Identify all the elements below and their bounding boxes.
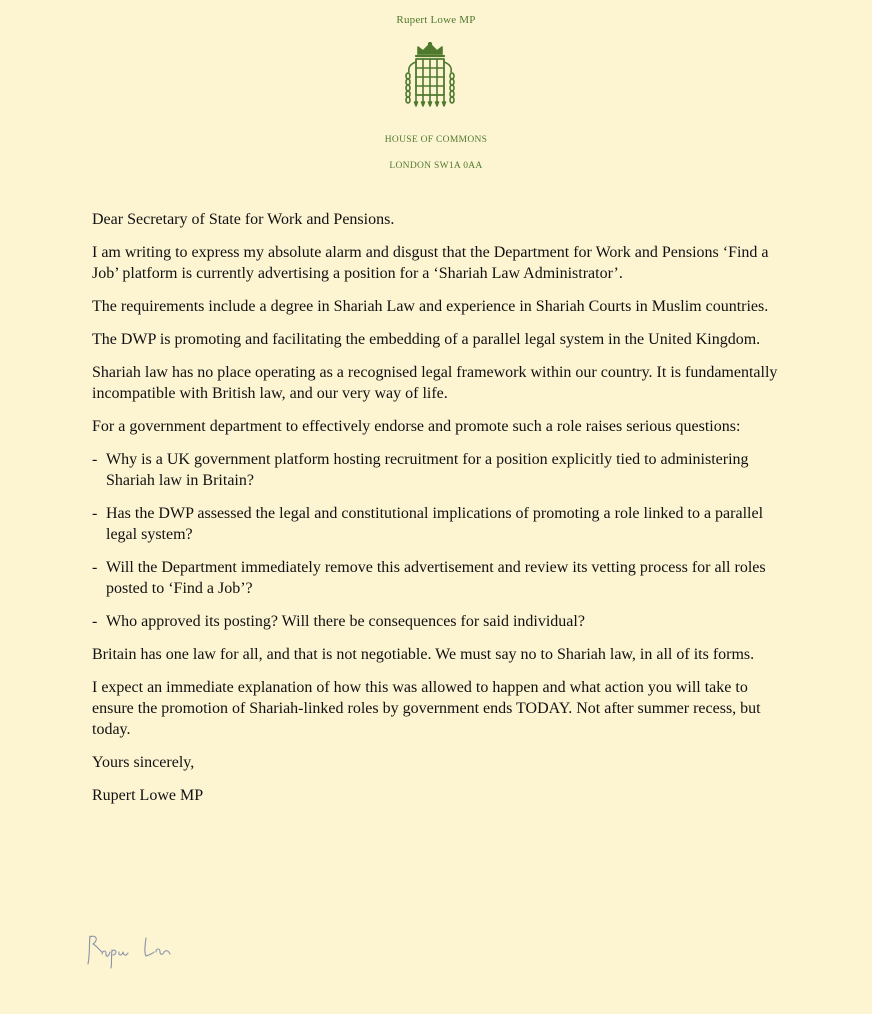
paragraph: I am writing to express my absolute alarm and disgust that the Department for Work and Pensions ‘Find a Job’ platform is currently advertising a position for a ‘Shariah Law Administrator’. [92,244,769,282]
paragraph: The requirements include a degree in Shariah Law and experience in Shariah Courts in Muslim countries. [92,298,769,315]
paragraph: For a government department to effectively endorse and promote such a role raises serious questions: [92,418,741,435]
question-item [92,557,792,599]
question-item [92,611,792,632]
signatory: Rupert Lowe MP [92,787,204,804]
salutation: Dear Secretary of State for Work and Pensions. [92,211,395,228]
question-text: Will the Department immediately remove this advertisement and review its vetting process for all roles posted to ‘Find a Job’? [106,559,766,597]
question-marker: - [92,451,98,468]
sign-off: Yours sincerely, [92,754,195,771]
letterhead-house: HOUSE OF COMMONS [384,135,488,145]
closing-paragraph: Britain has one law for all, and that is not negotiable. We must say no to Shariah law, in all of its forms. [92,646,755,663]
question-text: Why is a UK government platform hosting recruitment for a position explicitly tied to administering Shariah law in Britain? [106,451,749,489]
question-item [92,449,792,491]
letterhead-address: LONDON SW1A 0AA [389,161,483,171]
question-marker: - [92,613,98,630]
letter-body [92,209,792,818]
closing-paragraph: I expect an immediate explanation of how this was allowed to happen and what action you will take to ensure the promotion of Shariah-linked roles by government ends TODAY. Not after summer recess, but today. [92,679,761,738]
paragraph: The DWP is promoting and facilitating the embedding of a parallel legal system in the United Kingdom. [92,331,761,348]
portcullis-icon [402,42,458,114]
question-text: Who approved its posting? Will there be consequences for said individual? [106,613,585,630]
question-item [92,503,792,545]
question-marker: - [92,559,98,576]
letterhead-mp-name: Rupert Lowe MP [396,14,476,26]
question-text: Has the DWP assessed the legal and constitutional implications of promoting a role linked to a parallel legal system? [106,505,764,543]
question-marker: - [92,505,98,522]
paragraph: Shariah law has no place operating as a recognised legal framework within our country. It is fundamentally incompatible with British law, and our very way of life. [92,364,778,402]
handwritten-signature [84,928,180,972]
